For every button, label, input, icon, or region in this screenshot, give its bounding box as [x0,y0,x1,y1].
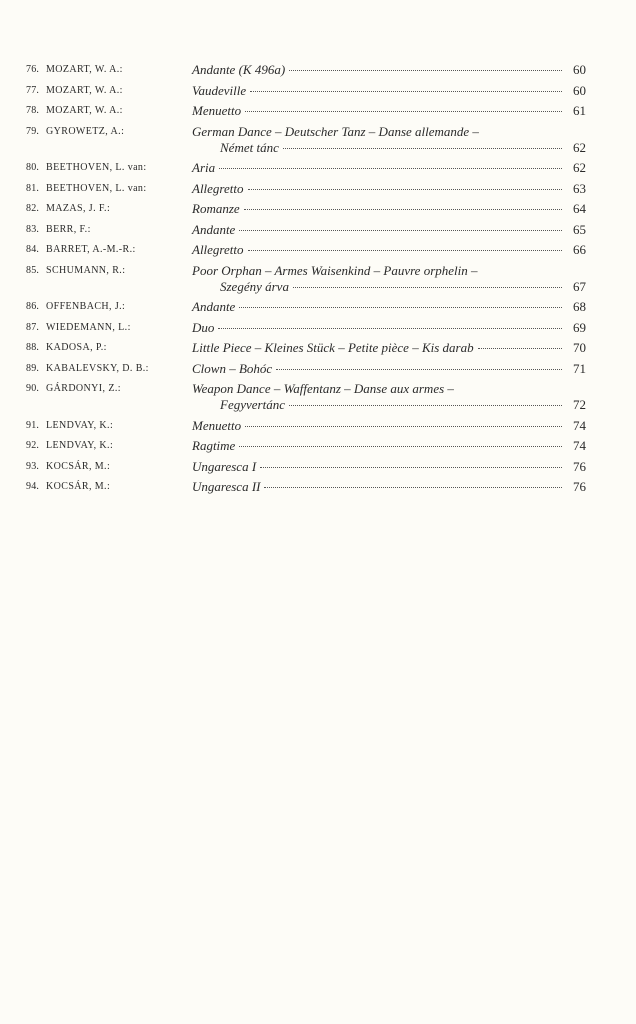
entry-page-number: 64 [573,201,586,216]
dot-leader [283,148,562,149]
entry-number: 79. [26,125,40,137]
entry-number: 88. [26,342,40,353]
entry-title-line [192,279,586,295]
entry-title: Romanze [192,201,240,216]
entry-page-number: 71 [573,360,586,376]
entry-title-block [192,222,586,238]
entry-title: Menuetto [192,103,242,118]
entry-title-line [192,103,586,119]
entry-page-number: 60 [573,82,586,98]
entry-title-block [192,201,586,217]
entry-page-number: 72 [573,397,586,412]
toc-entry [26,299,586,315]
entry-title-line [192,83,586,99]
entry-page-number: 68 [573,299,586,314]
entry-composer: GÁRDONYI, Z.: [46,383,121,394]
dot-leader [239,307,562,308]
toc-entry [26,418,586,434]
entry-title: Vaudeville [192,82,247,98]
entry-composer: MOZART, W. A.: [46,64,123,75]
entry-composer: OFFENBACH, J.: [46,301,126,312]
toc-entry [26,320,586,336]
entry-title-line [192,320,586,336]
entry-title-block [192,361,586,377]
entry-number: 91. [26,419,40,431]
entry-composer: KOCSÁR, M.: [46,481,111,492]
table-of-contents [26,62,586,500]
entry-number: 89. [26,362,40,374]
entry-title-block [192,381,586,413]
dot-leader [260,467,562,468]
toc-entry [26,222,586,238]
toc-entry [26,361,586,377]
entry-title-block [192,263,586,295]
entry-title: Szegény árva [220,278,289,294]
entry-title: Ungaresca II [192,479,261,494]
dot-leader [239,230,562,231]
dot-leader [219,168,562,169]
entry-composer: KOCSÁR, M.: [46,460,111,472]
entry-number: 80. [26,162,40,173]
entry-composer: GYROWETZ, A.: [46,125,125,137]
entry-page-number: 76 [573,458,586,474]
dot-leader [244,209,562,210]
entry-number: 77. [26,84,40,96]
entry-title-block [192,340,586,356]
dot-leader [239,446,562,447]
dot-leader [276,369,562,370]
entry-composer: LENDVAY, K.: [46,419,114,431]
entry-number: 85. [26,264,40,276]
entry-composer: KADOSA, P.: [46,342,107,353]
entry-title-line [192,263,586,279]
entry-title-block [192,299,586,315]
entry-page-number: 76 [573,479,586,494]
toc-entry [26,62,586,78]
entry-title-line [192,124,586,140]
entry-title-line [192,361,586,377]
entry-title-line [192,340,586,356]
dot-leader [264,487,562,488]
entry-title: Allegretto [192,242,244,257]
entry-title: Andante [192,299,236,314]
entry-title-block [192,181,586,197]
entry-page-number: 62 [573,160,586,175]
dot-leader [289,70,562,71]
entry-composer: BEETHOVEN, L. van: [46,182,147,194]
entry-title: Német tánc [220,139,279,155]
entry-composer: MOZART, W. A.: [46,84,123,96]
entry-title-block [192,320,586,336]
toc-entry [26,242,586,258]
entry-title-line [192,299,586,315]
dot-leader [245,426,562,427]
entry-page-number: 62 [573,139,586,155]
entry-title-line [192,222,586,238]
entry-title-block [192,103,586,119]
entry-number: 94. [26,481,40,492]
toc-entry [26,381,586,413]
entry-title: Ragtime [192,438,236,453]
toc-entry [26,438,586,454]
entry-composer: BERR, F.: [46,223,91,235]
entry-title-block [192,62,586,78]
entry-number: 86. [26,301,40,312]
entry-composer: MOZART, W. A.: [46,105,123,116]
entry-title-block [192,160,586,176]
entry-composer: SCHUMANN, R.: [46,264,126,276]
entry-title: Andante [192,221,236,237]
toc-entry [26,103,586,119]
entry-page-number: 65 [573,221,586,237]
entry-number: 93. [26,460,40,472]
entry-number: 84. [26,244,40,255]
entry-title: Menuetto [192,417,242,433]
entry-composer: KABALEVSKY, D. B.: [46,362,149,374]
toc-entry [26,181,586,197]
entry-number: 83. [26,223,40,235]
toc-entry [26,124,586,156]
entry-composer: MAZAS, J. F.: [46,203,111,214]
entry-number: 81. [26,182,40,194]
entry-number: 92. [26,440,40,451]
entry-page-number: 61 [573,103,586,118]
toc-entry [26,83,586,99]
toc-entry [26,459,586,475]
entry-number: 82. [26,203,40,214]
dot-leader [293,287,562,288]
entry-title: Poor Orphan – Armes Waisenkind – Pauvre orphelin – [192,262,478,278]
entry-title-block [192,242,586,258]
toc-entry [26,479,586,495]
entry-title-line [192,459,586,475]
entry-title-block [192,459,586,475]
entry-title-block [192,438,586,454]
entry-title-line [192,181,586,197]
entry-title: Allegretto [192,180,244,196]
dot-leader [218,328,562,329]
entry-composer: WIEDEMANN, L.: [46,321,131,333]
entry-composer: BEETHOVEN, L. van: [46,162,147,173]
entry-number: 90. [26,383,40,394]
dot-leader [250,91,562,92]
toc-entry [26,201,586,217]
entry-page-number: 74 [573,417,586,433]
entry-composer: BARRET, A.-M.-R.: [46,244,136,255]
entry-composer: LENDVAY, K.: [46,440,114,451]
dot-leader [289,405,562,406]
entry-title: German Dance – Deutscher Tanz – Danse allemande – [192,123,479,139]
entry-title-line [192,140,586,156]
entry-title-block [192,124,586,156]
entry-title: Ungaresca I [192,458,257,474]
entry-number: 78. [26,105,40,116]
dot-leader [478,348,562,349]
toc-entry [26,340,586,356]
entry-page-number: 60 [573,62,586,77]
entry-title-line [192,201,586,217]
entry-page-number: 67 [573,278,586,294]
dot-leader [245,111,562,112]
toc-entry [26,160,586,176]
entry-title: Aria [192,160,216,175]
entry-page-number: 63 [573,180,586,196]
entry-page-number: 74 [573,438,586,453]
entry-title: Clown – Bohóc [192,360,273,376]
entry-title-block [192,479,586,495]
entry-title: Duo [192,319,215,335]
entry-title-block [192,83,586,99]
entry-title-line [192,418,586,434]
entry-title-line [192,381,586,397]
dot-leader [248,189,562,190]
entry-number: 87. [26,321,40,333]
entry-title-line [192,397,586,413]
entry-title-line [192,479,586,495]
entry-page-number: 70 [573,340,586,355]
entry-title-line [192,242,586,258]
entry-title: Fegyvertánc [220,397,285,412]
entry-title-block [192,418,586,434]
entry-title: Little Piece – Kleines Stück – Petite pièce – Kis darab [192,340,474,355]
entry-title-line [192,62,586,78]
dot-leader [248,250,562,251]
entry-title: Weapon Dance – Waffentanz – Danse aux armes – [192,381,454,396]
toc-entry [26,263,586,295]
entry-title-line [192,438,586,454]
entry-number: 76. [26,64,40,75]
entry-title: Andante (K 496a) [192,62,286,77]
entry-page-number: 69 [573,319,586,335]
entry-title-line [192,160,586,176]
entry-page-number: 66 [573,242,586,257]
